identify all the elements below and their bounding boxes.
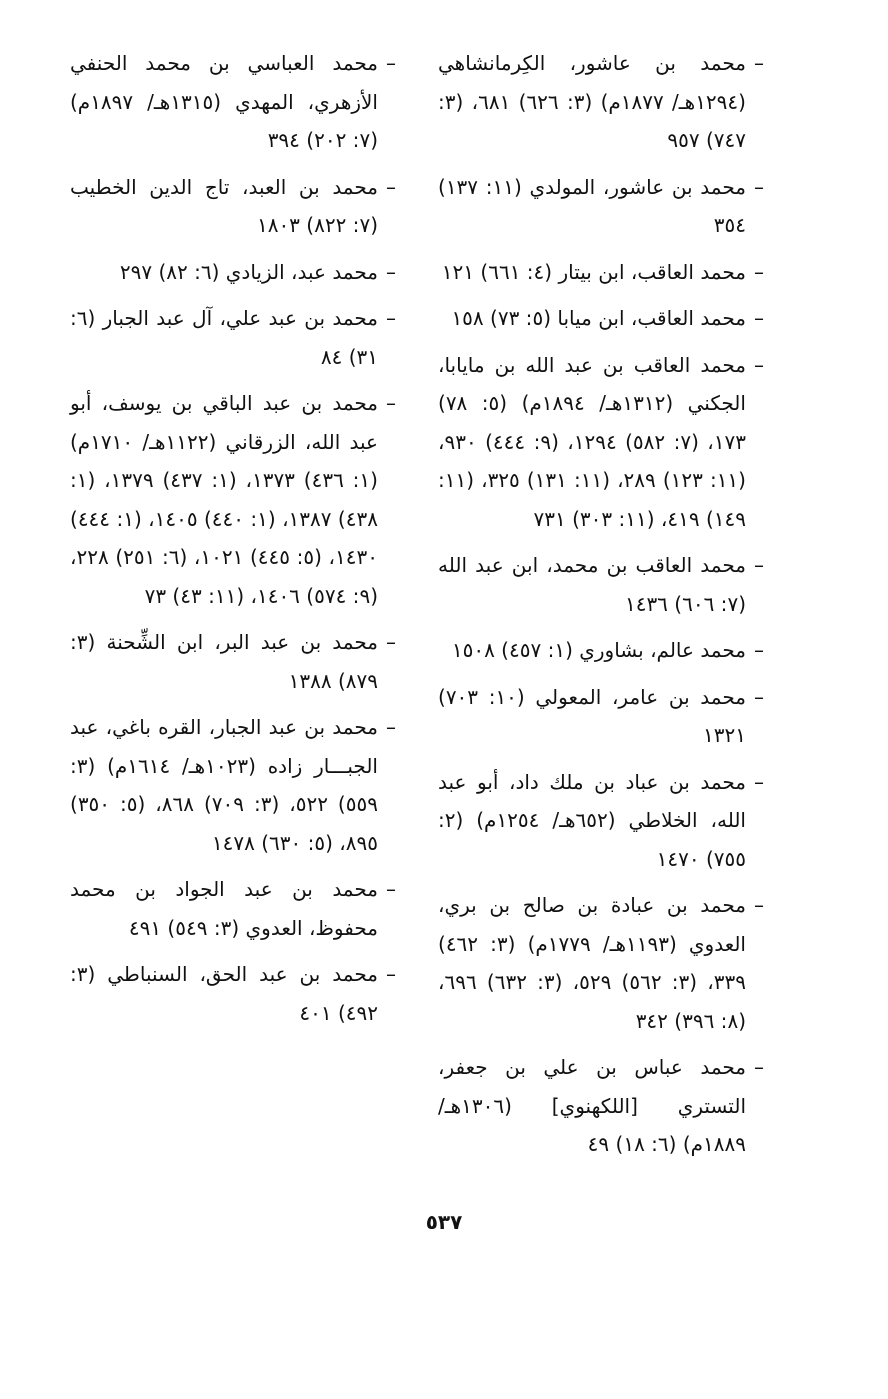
entry-text: محمد العاقب بن محمد، ابن عبد الله (٧: ٦٠٦) ١٤٣٦ (438, 553, 746, 616)
entry-text: محمد بن عاشور، الكِرمانشاهي (١٢٩٤هـ/ ١٨٧٧م) (٣: ٦٢٦) ٦٨١، (٣: ٧٤٧) ٩٥٧ (438, 51, 746, 152)
index-entry (70, 253, 398, 292)
entry-dash: – (754, 1055, 764, 1079)
entry-text: محمد بن عبد الجواد بن محمد محفوظ، العدوي (٣: ٥٤٩) ٤٩١ (70, 877, 378, 940)
entry-text: محمد بن عبد البر، ابن الشِّحنة (٣: ٨٧٩) ١٣٨٨ (70, 630, 378, 693)
entry-dash: – (386, 51, 396, 75)
entry-text: محمد بن عباد بن ملك داد، أبو عبد الله، الخلاطي (٦٥٢هـ/ ١٢٥٤م) (٢: ٧٥٥) ١٤٧٠ (438, 769, 746, 871)
index-entry (438, 678, 766, 755)
index-entry (70, 955, 398, 1032)
index-entry (70, 44, 398, 160)
index-column-right (438, 44, 766, 1172)
entry-dash: – (754, 638, 764, 662)
entry-dash: – (754, 352, 764, 377)
entry-text: محمد بن عبد الحق، السنباطي (٣: ٤٩٢) ٤٠١ (70, 962, 378, 1025)
index-entry (438, 253, 766, 292)
entry-dash: – (754, 306, 764, 330)
index-column-left (70, 44, 398, 1040)
index-entry (438, 1048, 766, 1164)
index-entry (438, 299, 766, 338)
entry-text: محمد العاقب، ابن ميابا (٥: ٧٣) ١٥٨ (451, 306, 746, 330)
index-entry (438, 763, 766, 879)
entry-text: محمد العاقب بن عبد الله بن مايابا، الجكني (١٣١٢هـ/ ١٨٩٤م) (٥: ٧٨) ١٧٣، (٧: ٥٨٢) ١٢٩٤، (٩: ٤٤٤) ٩٣٠، (١١: ١٢٣) ٢٨٩، (١١: ١٣١) ٣٢٥، (١١: ١٤٩) ٤١٩، (١١: ٣٠٣) ٧٣١ (438, 352, 746, 531)
index-entry (70, 870, 398, 947)
entry-text: محمد عالم، بشاوري (١: ٤٥٧) ١٥٠٨ (451, 638, 746, 662)
index-entry (438, 631, 766, 670)
page-number: ٥٣٧ (425, 1210, 463, 1234)
index-entry (70, 623, 398, 700)
entry-dash: – (386, 306, 396, 330)
index-entry (438, 886, 766, 1040)
entry-dash: – (386, 259, 396, 284)
entry-text: محمد بن عبد الجبار، القره باغي، عبد الجبـــار زاده (١٠٢٣هـ/ ١٦١٤م) (٣: ٥٥٩) ٥٢٢، (٣: ٧٠٩) ٨٦٨، (٥: ٣٥٠) ٨٩٥، (٥: ٦٣٠) ١٤٧٨ (70, 715, 378, 855)
index-entry (438, 346, 766, 539)
index-entry (438, 546, 766, 623)
entry-text: محمد بن العبد، تاج الدين الخطيب (٧: ٨٢٢) ١٨٠٣ (70, 174, 378, 237)
index-entry (438, 168, 766, 245)
entry-text: محمد بن عبادة بن صالح بن بري، العدوي (١١٩٣هـ/ ١٧٧٩م) (٣: ٤٦٢) ٣٣٩، (٣: ٥٦٢) ٥٢٩، (٣: ٦٣٢) ٦٩٦، (٨: ٣٩٦) ٣٤٢ (438, 893, 746, 1033)
entry-dash: – (754, 51, 764, 75)
entry-dash: – (386, 962, 396, 986)
entry-text: محمد بن عبد الباقي بن يوسف، أبو عبد الله، الزرقاني (١١٢٢هـ/ ١٧١٠م) (١: ٤٣٦) ١٣٧٣، (١: ٤٣٧) ١٣٧٩، (١: ٤٣٨) ١٣٨٧، (١: ٤٤٠) ١٤٠٥، (١: ٤٤٤) ١٤٣٠، (٥: ٤٤٥) ١٠٢١، (٦: ٢٥١) ٢٢٨، (٩: ٥٧٤) ١٤٠٦، (١١: ٤٣) ٧٣ (70, 391, 378, 608)
entry-text: محمد بن عامر، المعولي (١٠: ٧٠٣) ١٣٢١ (438, 684, 746, 747)
entry-text: محمد بن عبد علي، آل عبد الجبار (٦: ٣١) ٨٤ (70, 306, 378, 369)
entry-dash: – (754, 174, 764, 199)
entry-dash: – (754, 684, 764, 709)
entry-dash: – (386, 174, 396, 199)
entry-dash: – (386, 877, 396, 901)
entry-dash: – (754, 769, 764, 794)
entry-text: محمد عبد، الزيادي (٦: ٨٢) ٢٩٧ (119, 259, 378, 284)
entry-dash: – (754, 553, 764, 577)
entry-dash: – (754, 893, 764, 917)
index-entry (70, 708, 398, 862)
index-entry (70, 168, 398, 245)
entry-dash: – (386, 391, 396, 415)
index-entry (70, 299, 398, 376)
entry-dash: – (386, 715, 396, 739)
entry-dash: – (754, 259, 764, 284)
entry-text: محمد العاقب، ابن بيتار (٤: ٦٦١) ١٢١ (441, 259, 746, 284)
index-entry (70, 384, 398, 615)
index-entry (438, 44, 766, 160)
entry-text: محمد العباسي بن محمد الحنفي الأزهري، المهدي (١٣١٥هـ/ ١٨٩٧م) (٧: ٢٠٢) ٣٩٤ (70, 51, 378, 152)
entry-dash: – (386, 630, 396, 654)
entry-text: محمد بن عاشور، المولدي (١١: ١٣٧) ٣٥٤ (438, 174, 746, 237)
entry-text: محمد عباس بن علي بن جعفر، التستري [اللكهنوي] (١٣٠٦هـ/ ١٨٨٩م) (٦: ١٨) ٤٩ (438, 1055, 746, 1156)
